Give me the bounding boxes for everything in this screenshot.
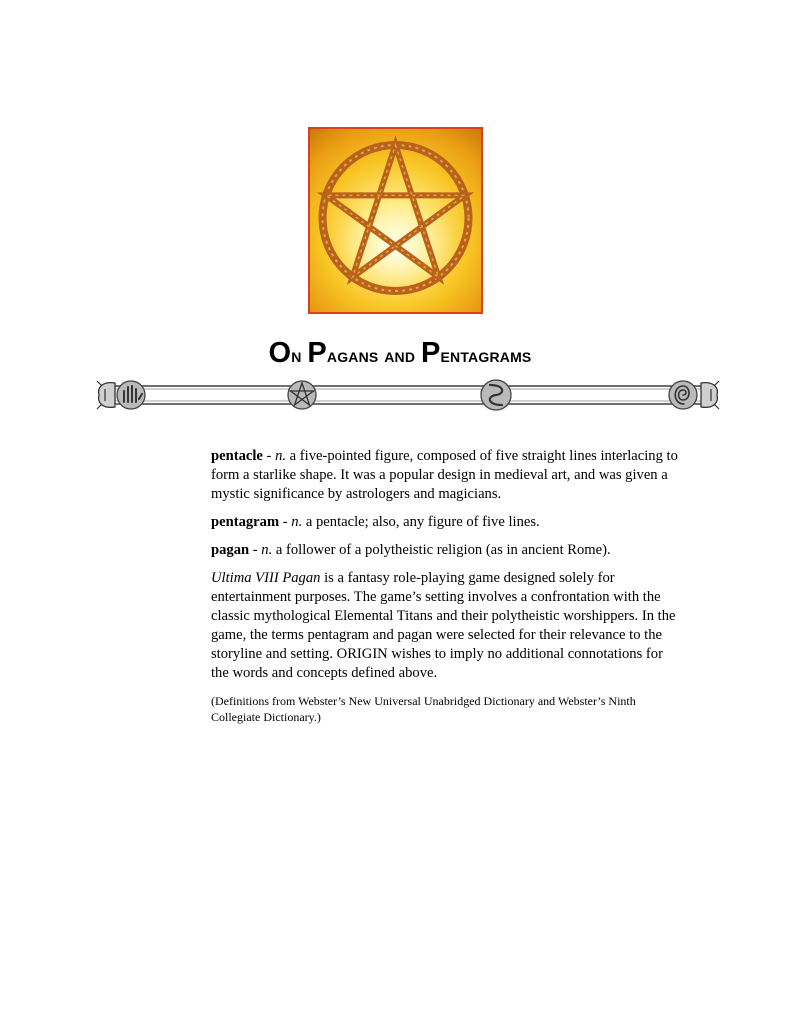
definition-text: a follower of a polytheistic religion (as in ancient Rome).: [272, 542, 611, 558]
scroll-end-left: [97, 381, 115, 409]
title-rest-3: and: [384, 345, 416, 367]
disclaimer-paragraph: [211, 569, 681, 683]
page-title: [0, 337, 800, 370]
definition-text: a pentacle; also, any figure of five lines.: [302, 514, 540, 530]
pentagram-icon: [310, 129, 481, 312]
definition-term: pagan: [211, 542, 250, 558]
part-of-speech: n.: [261, 542, 273, 558]
disclaimer-text: is a fantasy role-playing game designed solely for entertainment purposes. The game’s setting involves a confrontation with the classic mythological Elemental Titans and their polytheistic worshippers. In the game, the terms pentagram and pagan were selected for their relevance to the storyline and setting. ORIGIN wishes to imply no additional connotations for the words and concepts defined above.: [211, 570, 676, 681]
definition-term: pentacle: [211, 448, 263, 464]
definition-pentagram: [211, 513, 681, 532]
definition-term: pentagram: [211, 514, 280, 530]
definitions-text: [211, 447, 681, 734]
definition-separator: -: [249, 542, 262, 558]
definition-text: a five-pointed figure, composed of five straight lines interlacing to form a starlike shape. It was a popular design in medieval art, and was given a mystic significance by astrologers and magicians.: [211, 448, 678, 502]
serpent-icon: [481, 380, 511, 410]
scroll-end-right: [701, 381, 719, 409]
definition-separator: -: [262, 448, 276, 464]
medallion-pentagram-icon: [288, 381, 316, 409]
title-initial-4: P: [420, 337, 441, 369]
definition-pentacle: [211, 447, 681, 504]
title-initial-2: P: [307, 337, 327, 369]
source-note: (Definitions from Webster’s New Universal Unabridged Dictionary and Webster’s Ninth Collegiate Dictionary.): [211, 694, 636, 724]
part-of-speech: n.: [275, 448, 287, 464]
title-initial-1: O: [268, 337, 292, 369]
pentagram-illustration: [308, 127, 483, 314]
title-rest-1: n: [291, 345, 302, 367]
definition-pagan: [211, 541, 681, 560]
title-rest-2: agans: [326, 345, 379, 367]
spiral-icon: [669, 381, 697, 409]
game-title: Ultima VIII Pagan: [211, 570, 321, 586]
part-of-speech: n.: [291, 514, 303, 530]
ornamental-divider: [93, 375, 723, 415]
definition-separator: -: [279, 514, 292, 530]
hand-icon: [117, 381, 145, 409]
title-rest-4: entagrams: [440, 345, 532, 367]
